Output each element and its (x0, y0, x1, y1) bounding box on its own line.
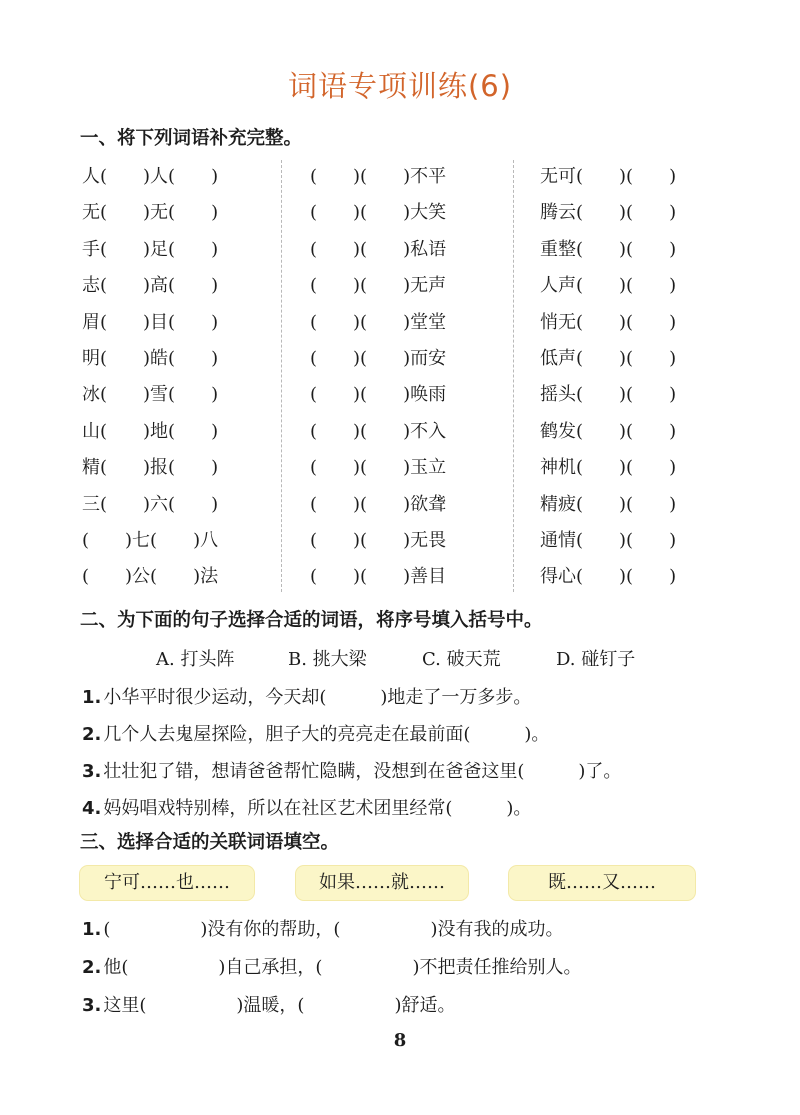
idiom-col3-item: 无可( )( ) (540, 166, 677, 187)
section-2-sentence: 1. 小华平时很少运动，今天却( )地走了一万多步。 (82, 687, 532, 708)
idiom-col1-item: 眉( )目( ) (82, 311, 219, 333)
idiom-col3-item: 得心( )( ) (540, 566, 677, 588)
idiom-col1-item: 志( )高( ) (82, 275, 219, 297)
idiom-col3-item: 神机( )( ) (540, 457, 677, 479)
idiom-col2-item: ( )( )私语 (310, 238, 447, 260)
option-a: A. 打头阵 (156, 649, 235, 670)
idiom-col3-item: 腾云( )( ) (540, 202, 677, 224)
section-2-sentence: 4. 妈妈唱戏特别棒，所以在社区艺术团里经常( )。 (82, 798, 532, 819)
idiom-col2-item: ( )( )玉立 (310, 457, 447, 479)
column-divider (513, 160, 514, 592)
idiom-col3-item: 鹤发( )( ) (540, 420, 677, 442)
idiom-col2-item: ( )( )善目 (310, 566, 447, 588)
conjunction-box: 如果……就…… (296, 866, 468, 900)
idiom-col3-item: 通情( )( ) (540, 530, 677, 551)
option-d: D. 碰钉子 (556, 649, 636, 670)
section-3-sentence: 1. ( )没有你的帮助，( )没有我的成功。 (82, 919, 564, 940)
idiom-col3-item: 精疲( )( ) (540, 493, 677, 515)
page-title: 词语专项训练(6) (287, 69, 513, 103)
section-3-heading: 三、选择合适的关联词语填空。 (80, 832, 340, 853)
option-b: B. 挑大梁 (288, 649, 367, 670)
idiom-col2-item: ( )( )大笑 (310, 202, 447, 224)
idiom-col1-item: 人( )人( ) (82, 166, 219, 187)
idiom-col3-item: 摇头( )( ) (540, 384, 677, 406)
idiom-col1-item: ( )七( )八 (82, 530, 219, 551)
idiom-col1-item: 明( )皓( ) (82, 348, 219, 369)
idiom-col1-item: 精( )报( ) (82, 457, 219, 479)
idiom-col2-item: ( )( )唤雨 (310, 384, 447, 406)
idiom-col2-item: ( )( )不入 (310, 420, 447, 442)
column-divider (281, 160, 282, 592)
idiom-col1-item: 冰( )雪( ) (82, 384, 219, 406)
idiom-col2-item: ( )( )堂堂 (310, 311, 447, 333)
section-2-sentence: 2. 几个人去鬼屋探险，胆子大的亮亮走在最前面( )。 (82, 724, 550, 745)
idiom-col2-item: ( )( )欲聋 (310, 493, 447, 515)
section-2-sentence: 3. 壮壮犯了错，想请爸爸帮忙隐瞒，没想到在爸爸这里( )了。 (82, 761, 622, 782)
idiom-col1-item: 手( )足( ) (82, 238, 219, 260)
idiom-col2-item: ( )( )而安 (310, 348, 447, 369)
idiom-col3-item: 重整( )( ) (540, 238, 677, 260)
section-1-heading: 一、将下列词语补充完整。 (80, 128, 303, 149)
page-number: 8 (393, 1030, 407, 1051)
idiom-col1-item: ( )公( )法 (82, 566, 219, 588)
idiom-col3-item: 悄无( )( ) (540, 311, 677, 333)
idiom-col1-item: 三( )六( ) (82, 493, 219, 515)
conjunction-box: 既……又…… (509, 866, 695, 900)
conjunction-box: 宁可……也…… (80, 866, 254, 900)
section-3-sentence: 3. 这里( )温暖，( )舒适。 (82, 995, 456, 1016)
idiom-col3-item: 低声( )( ) (540, 348, 677, 369)
idiom-col1-item: 山( )地( ) (82, 420, 219, 442)
section-3-sentence: 2. 他( )自己承担，( )不把责任推给别人。 (82, 957, 582, 978)
idiom-col2-item: ( )( )无畏 (310, 530, 447, 551)
idiom-col1-item: 无( )无( ) (82, 202, 219, 224)
section-2-heading: 二、为下面的句子选择合适的词语，将序号填入括号中。 (80, 610, 543, 631)
idiom-col3-item: 人声( )( ) (540, 275, 677, 297)
idiom-col2-item: ( )( )不平 (310, 166, 447, 187)
option-c: C. 破天荒 (422, 649, 501, 670)
idiom-col2-item: ( )( )无声 (310, 275, 447, 297)
